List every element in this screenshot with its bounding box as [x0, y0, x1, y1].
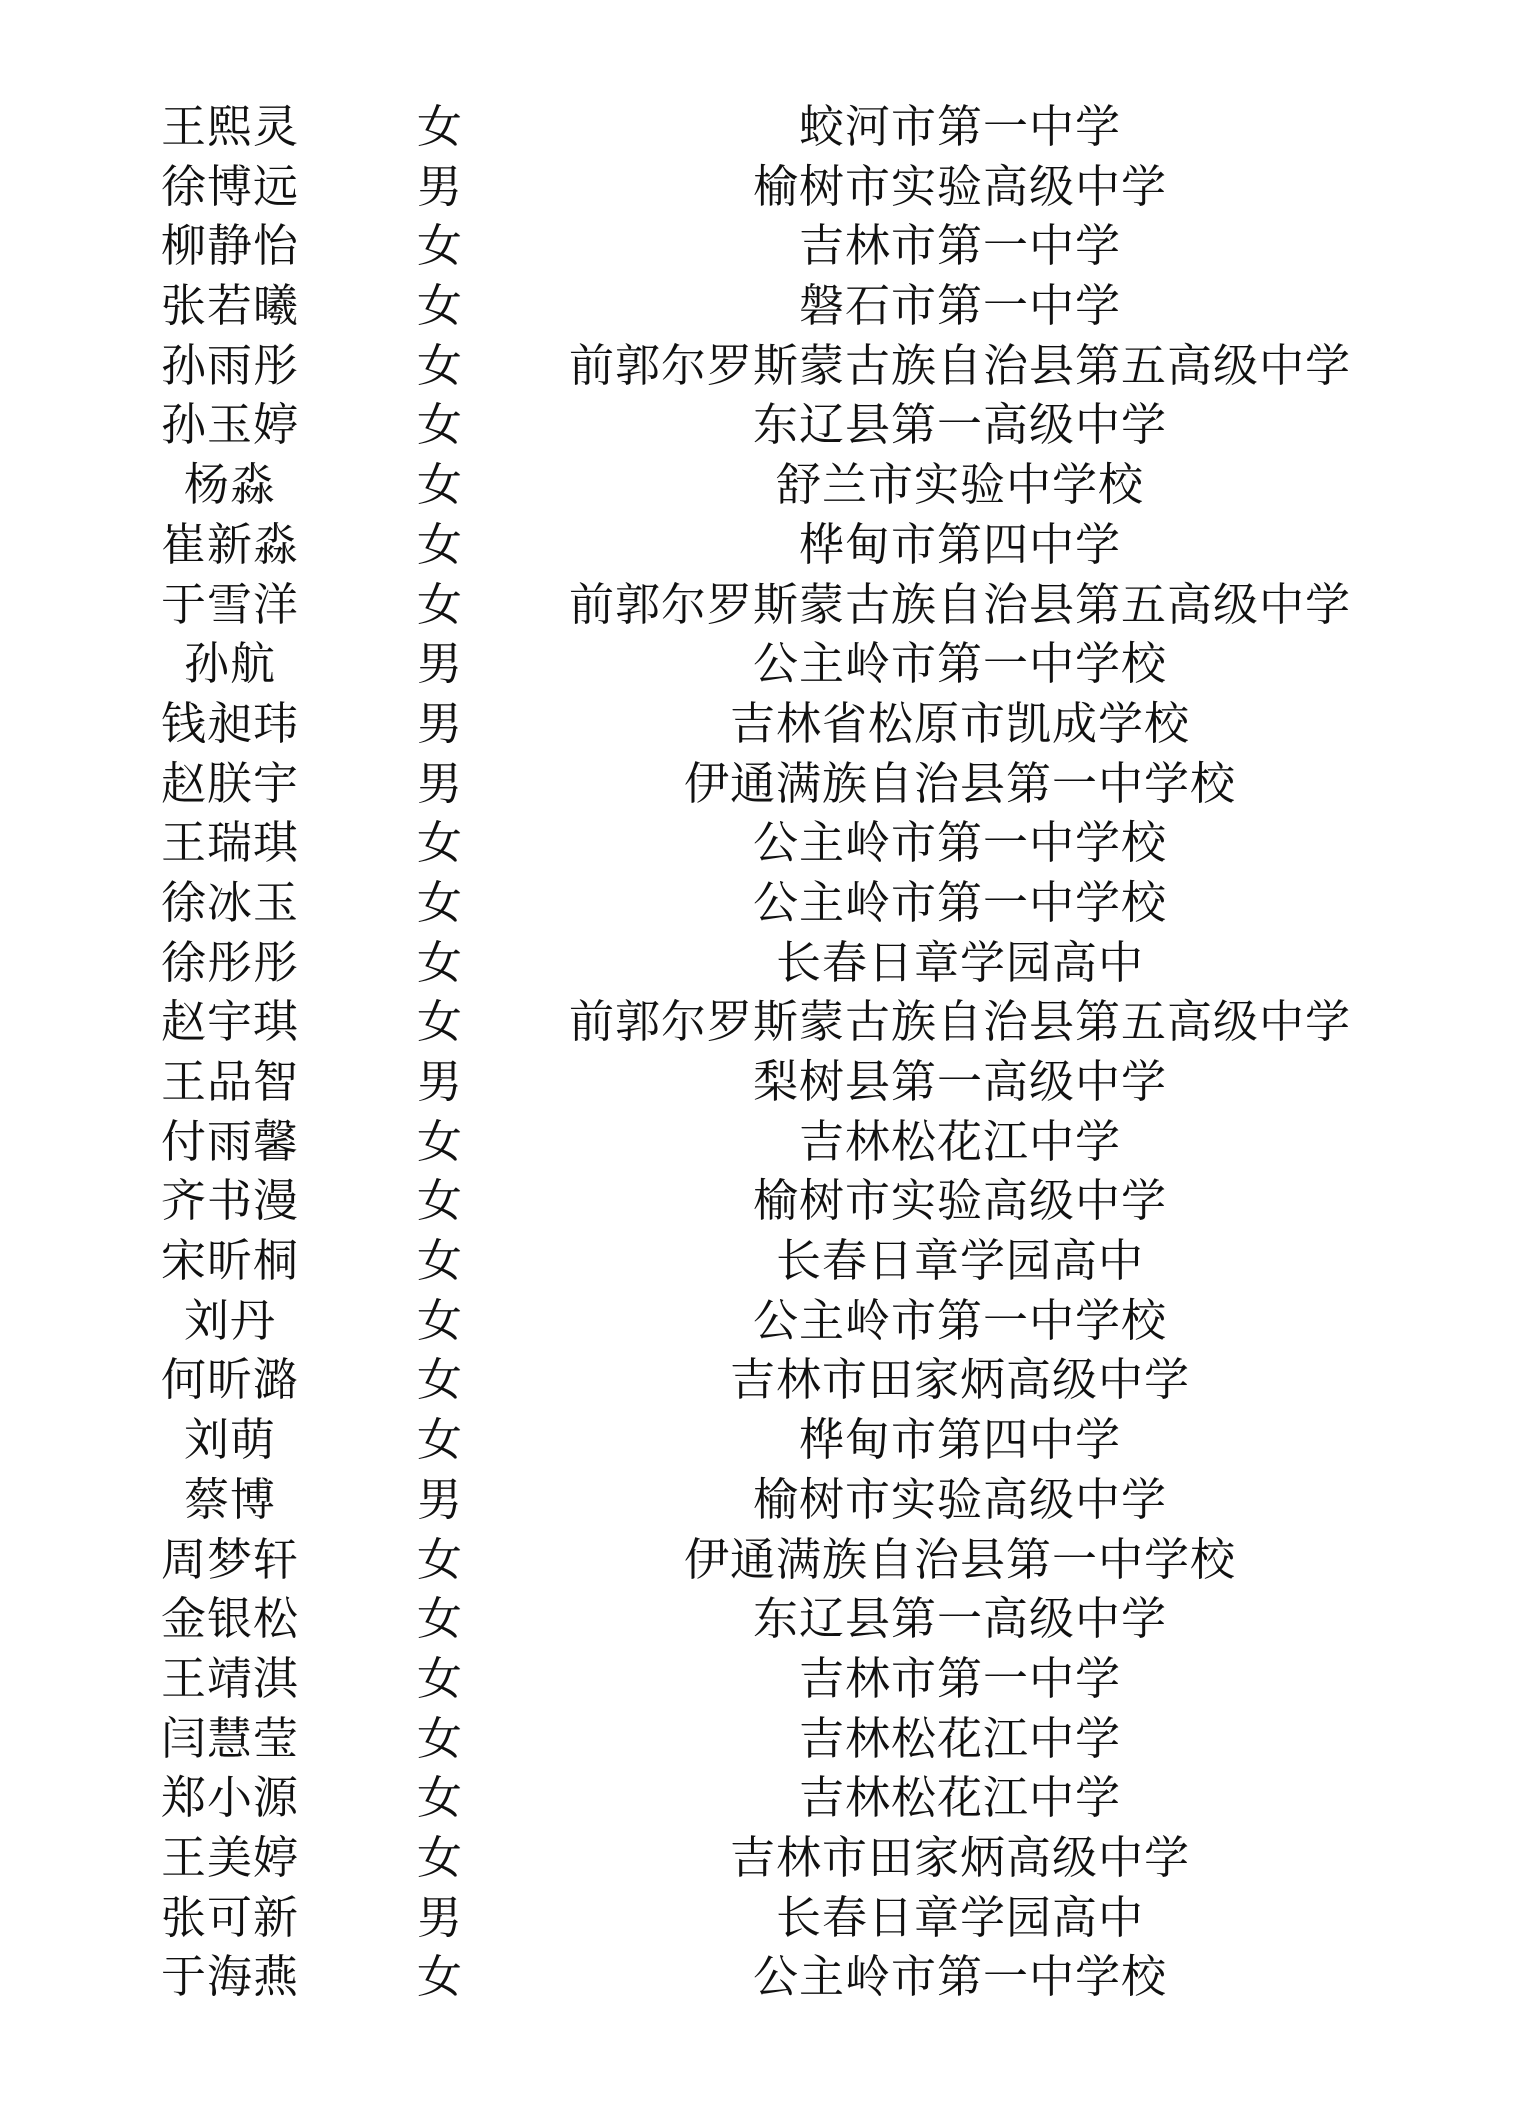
student-gender: 女 — [416, 1592, 463, 1646]
student-gender: 男 — [416, 159, 463, 213]
student-name: 于雪洋 — [160, 577, 299, 631]
student-name: 刘丹 — [183, 1293, 276, 1347]
student-name: 张可新 — [160, 1890, 299, 1944]
student-school: 吉林市田家炳高级中学 — [729, 1830, 1190, 1884]
student-name: 于海燕 — [160, 1950, 299, 2004]
student-name: 杨淼 — [183, 458, 276, 512]
student-gender: 女 — [416, 1771, 463, 1825]
student-gender: 男 — [416, 1055, 463, 1108]
list-row — [0, 873, 1522, 933]
list-row — [0, 694, 1522, 754]
student-gender: 女 — [416, 219, 463, 273]
list-row — [0, 1947, 1522, 2007]
list-row — [0, 455, 1522, 515]
student-name: 王品智 — [160, 1055, 299, 1108]
list-row — [0, 1231, 1522, 1291]
student-name: 闫慧莹 — [160, 1711, 299, 1765]
student-name: 王靖淇 — [160, 1651, 299, 1705]
student-gender: 女 — [416, 458, 463, 512]
list-row — [0, 1470, 1522, 1530]
list-row — [0, 1709, 1522, 1769]
student-gender: 男 — [416, 1890, 463, 1944]
list-row — [0, 1649, 1522, 1709]
student-gender: 女 — [416, 1830, 463, 1884]
list-row — [0, 1828, 1522, 1888]
student-gender: 女 — [416, 577, 463, 631]
student-name: 钱昶玮 — [160, 696, 299, 750]
student-school: 榆树市实验高级中学 — [752, 1472, 1167, 1526]
student-name: 宋昕桐 — [160, 1234, 299, 1288]
student-list — [0, 97, 1522, 2007]
student-school: 长春日章学园高中 — [775, 1890, 1144, 1944]
list-row — [0, 1888, 1522, 1948]
list-row — [0, 515, 1522, 575]
student-name: 王美婷 — [160, 1830, 299, 1884]
student-name: 王瑞琪 — [160, 816, 299, 870]
student-school: 公主岭市第一中学校 — [752, 875, 1167, 929]
list-row — [0, 1530, 1522, 1590]
list-row — [0, 1589, 1522, 1649]
student-gender: 女 — [416, 875, 463, 929]
student-school: 公主岭市第一中学校 — [752, 1293, 1167, 1347]
list-row — [0, 1410, 1522, 1470]
student-school: 前郭尔罗斯蒙古族自治县第五高级中学 — [568, 577, 1351, 631]
list-row — [0, 157, 1522, 217]
student-school: 榆树市实验高级中学 — [752, 159, 1167, 213]
student-gender: 女 — [416, 517, 463, 571]
student-school: 吉林市田家炳高级中学 — [729, 1353, 1190, 1407]
student-school: 桦甸市第四中学 — [798, 517, 1121, 571]
student-name: 金银松 — [160, 1592, 299, 1646]
student-name: 郑小源 — [160, 1771, 299, 1825]
student-gender: 女 — [416, 1413, 463, 1467]
student-name: 何昕潞 — [160, 1353, 299, 1407]
list-row — [0, 276, 1522, 336]
student-name: 赵朕宇 — [160, 756, 299, 810]
student-name: 徐冰玉 — [160, 875, 299, 929]
student-school: 公主岭市第一中学校 — [752, 1950, 1167, 2004]
student-school: 吉林市第一中学 — [798, 219, 1121, 273]
student-school: 东辽县第一高级中学 — [752, 398, 1167, 452]
student-gender: 女 — [416, 338, 463, 392]
student-school: 吉林松花江中学 — [798, 1711, 1121, 1765]
student-gender: 女 — [416, 1950, 463, 2004]
student-name: 周梦轩 — [160, 1532, 299, 1586]
student-school: 东辽县第一高级中学 — [752, 1592, 1167, 1646]
list-row — [0, 1768, 1522, 1828]
student-gender: 女 — [416, 398, 463, 452]
list-row — [0, 1171, 1522, 1231]
student-name: 付雨馨 — [160, 1114, 299, 1168]
student-school: 公主岭市第一中学校 — [752, 816, 1167, 870]
student-school: 伊通满族自治县第一中学校 — [683, 1532, 1236, 1586]
student-school: 磐石市第一中学 — [798, 279, 1121, 333]
student-school: 前郭尔罗斯蒙古族自治县第五高级中学 — [568, 995, 1351, 1049]
student-gender: 男 — [416, 1472, 463, 1526]
list-row — [0, 395, 1522, 455]
list-row — [0, 1112, 1522, 1172]
student-gender: 女 — [416, 1711, 463, 1765]
student-name: 刘萌 — [183, 1413, 276, 1467]
student-name: 王熙灵 — [160, 100, 299, 153]
student-school: 梨树县第一高级中学 — [752, 1055, 1167, 1108]
list-row — [0, 1052, 1522, 1112]
list-row — [0, 216, 1522, 276]
student-school: 吉林松花江中学 — [798, 1771, 1121, 1825]
student-gender: 女 — [416, 1651, 463, 1705]
list-row — [0, 992, 1522, 1052]
list-row — [0, 1350, 1522, 1410]
list-row — [0, 97, 1522, 157]
list-row — [0, 754, 1522, 814]
list-row — [0, 336, 1522, 396]
student-gender: 女 — [416, 935, 463, 989]
student-gender: 女 — [416, 1174, 463, 1228]
student-school: 吉林松花江中学 — [798, 1114, 1121, 1168]
student-gender: 女 — [416, 1293, 463, 1347]
student-name: 孙雨彤 — [160, 338, 299, 392]
student-gender: 男 — [416, 696, 463, 750]
student-school: 吉林省松原市凯成学校 — [729, 696, 1190, 750]
student-gender: 女 — [416, 1234, 463, 1288]
student-name: 蔡博 — [183, 1472, 276, 1526]
student-gender: 女 — [416, 279, 463, 333]
student-school: 榆树市实验高级中学 — [752, 1174, 1167, 1228]
student-gender: 女 — [416, 1353, 463, 1407]
student-name: 张若曦 — [160, 279, 299, 333]
student-name: 孙航 — [183, 637, 276, 691]
list-row — [0, 1291, 1522, 1351]
student-name: 徐彤彤 — [160, 935, 299, 989]
student-school: 桦甸市第四中学 — [798, 1413, 1121, 1467]
student-name: 赵宇琪 — [160, 995, 299, 1049]
student-school: 前郭尔罗斯蒙古族自治县第五高级中学 — [568, 338, 1351, 392]
student-name: 齐书漫 — [160, 1174, 299, 1228]
student-school: 公主岭市第一中学校 — [752, 637, 1167, 691]
list-row — [0, 575, 1522, 635]
student-school: 蛟河市第一中学 — [798, 100, 1121, 153]
student-name: 孙玉婷 — [160, 398, 299, 452]
student-gender: 女 — [416, 816, 463, 870]
student-gender: 女 — [416, 1114, 463, 1168]
student-school: 长春日章学园高中 — [775, 935, 1144, 989]
student-gender: 女 — [416, 1532, 463, 1586]
student-name: 崔新淼 — [160, 517, 299, 571]
student-name: 徐博远 — [160, 159, 299, 213]
student-school: 长春日章学园高中 — [775, 1234, 1144, 1288]
list-row — [0, 933, 1522, 993]
student-gender: 女 — [416, 995, 463, 1049]
student-gender: 男 — [416, 637, 463, 691]
student-school: 舒兰市实验中学校 — [775, 458, 1144, 512]
student-name: 柳静怡 — [160, 219, 299, 273]
student-gender: 男 — [416, 756, 463, 810]
student-gender: 女 — [416, 100, 463, 153]
student-school: 伊通满族自治县第一中学校 — [683, 756, 1236, 810]
list-row — [0, 813, 1522, 873]
list-row — [0, 634, 1522, 694]
student-school: 吉林市第一中学 — [798, 1651, 1121, 1705]
